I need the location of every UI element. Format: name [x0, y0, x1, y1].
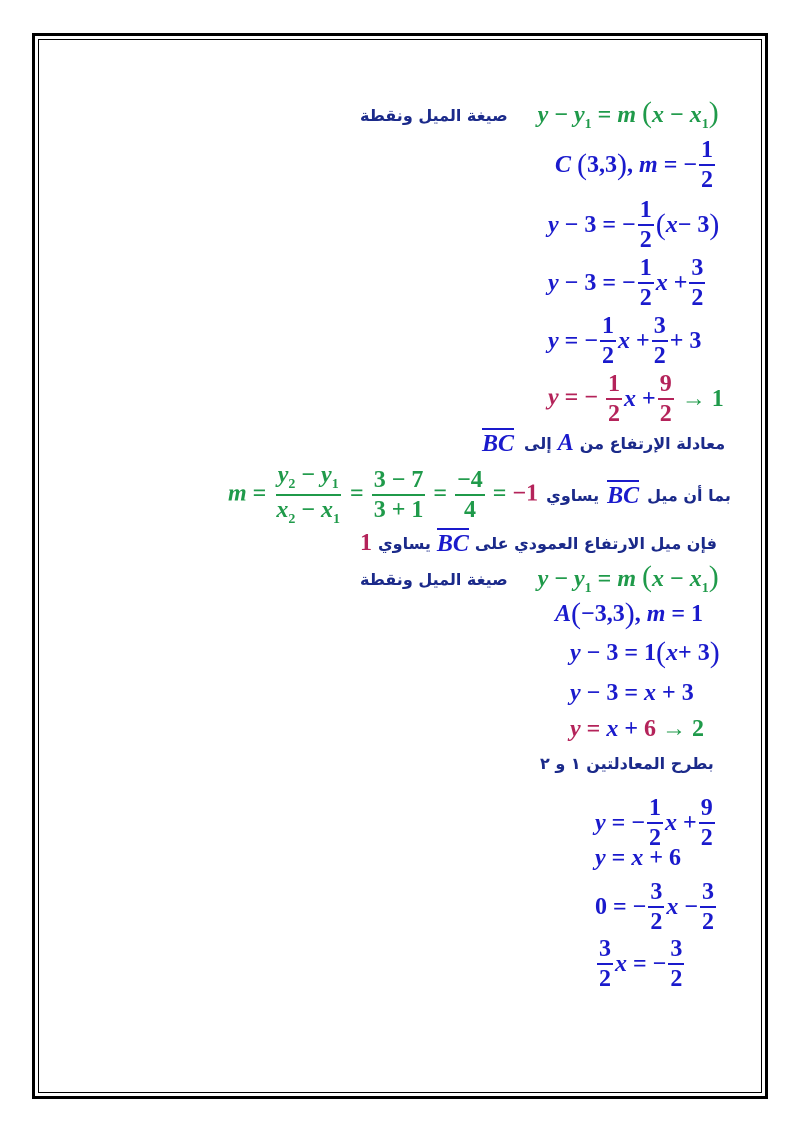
line-point-slope-2: [360, 562, 719, 597]
line-point-c: C ( 3,3 ) , m = − $\frac{1}{2}$: [555, 137, 714, 193]
fraction: $\frac{1}{2}$: [701, 137, 714, 193]
fraction: $\frac{-4}{4}$: [457, 467, 483, 523]
line-perp-slope: [360, 528, 717, 558]
label-perp-slope: فإن ميل الارتفاع العمودي على: [474, 533, 717, 553]
line-eq-5: y = − $\frac{1}{2}$ x + $\frac{3}{2}$ + 3: [548, 313, 702, 369]
fraction: $\frac{1}{2}$: [639, 255, 652, 311]
line-equation-1: y = − $\frac{1}{2}$ x + $\frac{9}{2}$ → 1: [548, 371, 724, 427]
line-eq-12: y − 3 = 1 ( x + 3 ): [570, 636, 720, 669]
line-eq-19: $\frac{3}{2}$ x = − $\frac{3}{2}$: [599, 936, 683, 992]
fraction: $\frac{3}{2}$: [653, 313, 666, 369]
formula-point-slope: $y - y_1 = m$ $(x - x_1)$: [537, 560, 719, 596]
fraction: $\frac{3}{2}$: [691, 255, 704, 311]
line-eq-18: 0 = − $\frac{3}{2}$ x − $\frac{3}{2}$: [595, 879, 715, 935]
fraction: $\frac{3}{2}$: [599, 936, 611, 992]
line-altitude-heading: [482, 428, 725, 458]
label-since-slope: بما أن ميل: [647, 485, 731, 505]
segment-bc: BC: [607, 480, 639, 510]
fraction: $\frac{y_2 - y_1}{x_2 - x_1}$: [276, 462, 341, 527]
line-point-slope-1: [360, 98, 719, 133]
segment-bc: BC: [437, 528, 469, 558]
line-eq-13: y − 3 = x + 3: [570, 680, 694, 706]
label-equals: يساوي: [546, 485, 600, 505]
label-point-slope: صيغة الميل ونقطة: [360, 106, 508, 125]
equation-number-1: 1: [711, 385, 724, 412]
label-to: إلى: [524, 433, 552, 453]
segment-bc: BC: [482, 428, 514, 458]
fraction: $\frac{1}{2}$: [649, 795, 662, 851]
label-subtract-eqs: بطرح المعادلتين ١ و ٢: [540, 754, 714, 773]
line-subtract-heading: [540, 754, 714, 773]
fraction: $\frac{1}{2}$: [608, 371, 621, 427]
label-altitude-eq: معادلة الإرتفاع من: [579, 433, 726, 453]
formula-point-slope: $y - y_1 = m$ $(x - x_1)$: [537, 96, 719, 132]
line-slope-bc: m = $\frac{y_2 - y_1}{x_2 - x_1}$ = $\frac{3 - 7}{3 + 1}$ = $\frac{-4}{4}$ = −1 يساوي BC بما أن ميل: [228, 462, 731, 527]
fraction: $\frac{3}{2}$: [650, 879, 663, 935]
fraction: $\frac{3}{2}$: [670, 936, 683, 992]
fraction: $\frac{3 - 7}{3 + 1}$: [373, 467, 424, 523]
fraction: $\frac{9}{2}$: [659, 371, 672, 427]
fraction: $\frac{9}{2}$: [700, 795, 713, 851]
line-point-a: A ( −3,3 ) , m = 1: [555, 597, 704, 630]
line-eq-4: y − 3 = − $\frac{1}{2}$ x + $\frac{3}{2}$: [548, 255, 704, 311]
label-equals: يساوي: [378, 533, 431, 553]
fraction: $\frac{1}{2}$: [639, 197, 652, 253]
slope-bc-value: −1: [512, 480, 539, 507]
line-eq-16: y = − $\frac{1}{2}$ x + $\frac{9}{2}$: [595, 795, 713, 851]
label-point-slope: صيغة الميل ونقطة: [360, 570, 508, 589]
fraction: $\frac{1}{2}$: [602, 313, 615, 369]
equation-number-2: 2: [692, 716, 705, 742]
line-equation-2: y = x + 6 → 2: [570, 716, 705, 742]
point-a-label: A: [557, 429, 574, 456]
fraction: $\frac{3}{2}$: [702, 879, 715, 935]
line-eq-3: y − 3 = − $\frac{1}{2}$ ( x − 3 ): [548, 197, 720, 253]
line-eq-17: y = x + 6: [595, 845, 682, 871]
perp-slope-value: 1: [360, 529, 372, 556]
